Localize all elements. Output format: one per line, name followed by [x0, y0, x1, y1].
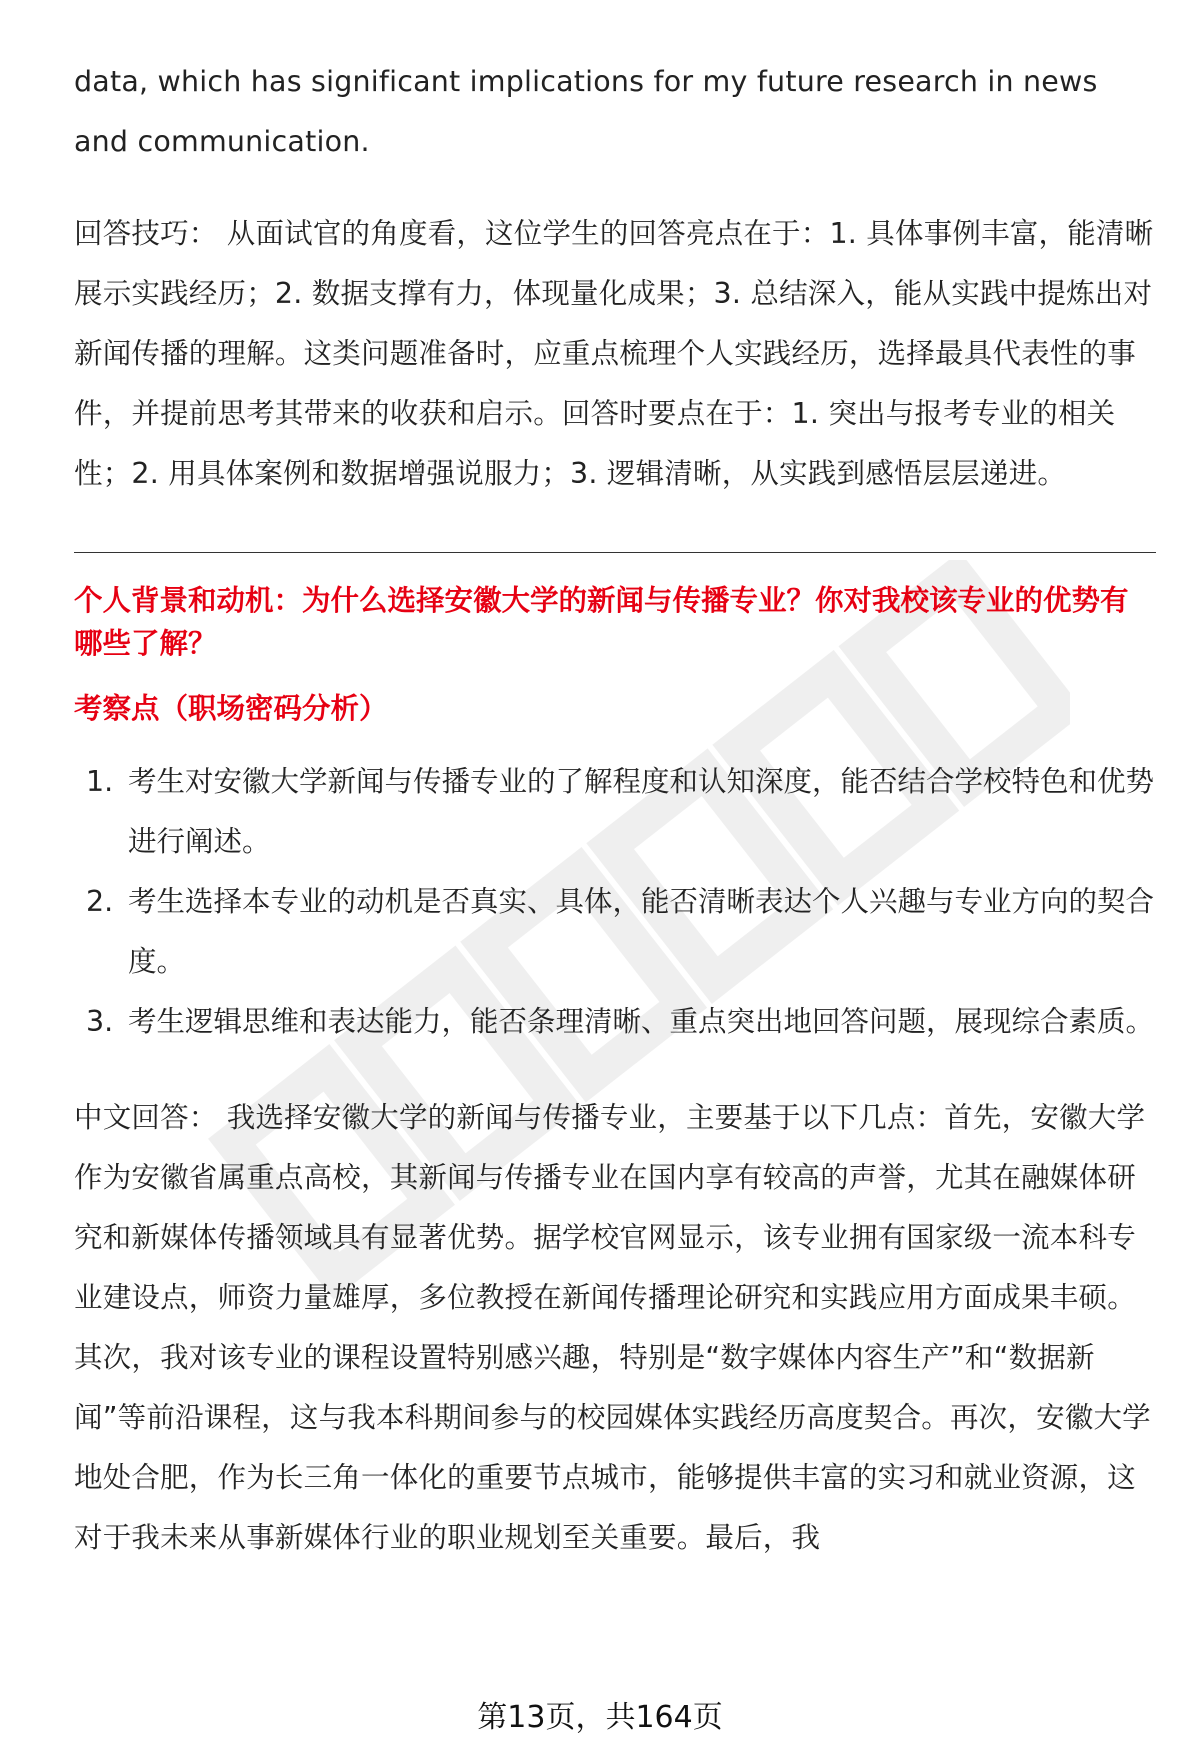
section-divider	[74, 552, 1156, 553]
list-item-number: 2.	[86, 885, 114, 918]
list-item-text: 考生逻辑思维和表达能力，能否条理清晰、重点突出地回答问题，展现综合素质。	[128, 1005, 1155, 1038]
list-item-text: 考生选择本专业的动机是否真实、具体，能否清晰表达个人兴趣与专业方向的契合度。	[128, 885, 1155, 978]
list-item	[74, 992, 1156, 1052]
list-item-number: 3.	[86, 1005, 114, 1038]
list-item-number: 1.	[86, 765, 114, 798]
page-number-footer: 第13页，共164页	[477, 1700, 723, 1735]
list-item	[74, 752, 1156, 872]
interview-question: 个人背景和动机：为什么选择安徽大学的新闻与传播专业？你对我校该专业的优势有哪些了解？	[74, 584, 1129, 660]
list-item	[74, 872, 1156, 992]
assessment-points-title: 考察点（职场密码分析）	[74, 692, 388, 725]
list-item-text: 考生对安徽大学新闻与传播专业的了解程度和认知深度，能否结合学校特色和优势进行阐述。	[128, 765, 1155, 858]
page-content	[74, 52, 1156, 1568]
chinese-answer-paragraph: 中文回答： 我选择安徽大学的新闻与传播专业，主要基于以下几点：首先，安徽大学作为安徽省属重点高校，其新闻与传播专业在国内享有较高的声誉，尤其在融媒体研究和新媒体传播领域具有显著优势。据学校官网显示，该专业拥有国家级一流本科专业建设点，师资力量雄厚，多位教授在新闻传播理论研究和实践应用方面成果丰硕。其次，我对该专业的课程设置特别感兴趣，特别是“数字媒体内容生产”和“数据新闻”等前沿课程，这与我本科期间参与的校园媒体实践经历高度契合。再次，安徽大学地处合肥，作为长三角一体化的重要节点城市，能够提供丰富的实习和就业资源，这对于我未来从事新媒体行业的职业规划至关重要。最后，我	[74, 1101, 1151, 1554]
assessment-points-list	[74, 752, 1156, 1052]
answer-tips-paragraph: 回答技巧： 从面试官的角度看，这位学生的回答亮点在于：1. 具体事例丰富，能清晰展示实践经历；2. 数据支撑有力，体现量化成果；3. 总结深入，能从实践中提炼出对新闻传播的理解。这类问题准备时，应重点梳理个人实践经历，选择最具代表性的事件，并提前思考其带来的收获和启示。回答时要点在于：1. 突出与报考专业的相关性；2. 用具体案例和数据增强说服力；3. 逻辑清晰，从实践到感悟层层递进。	[74, 217, 1154, 490]
intro-paragraph: data, which has significant implications for my future research in news and communication.	[74, 65, 1098, 158]
